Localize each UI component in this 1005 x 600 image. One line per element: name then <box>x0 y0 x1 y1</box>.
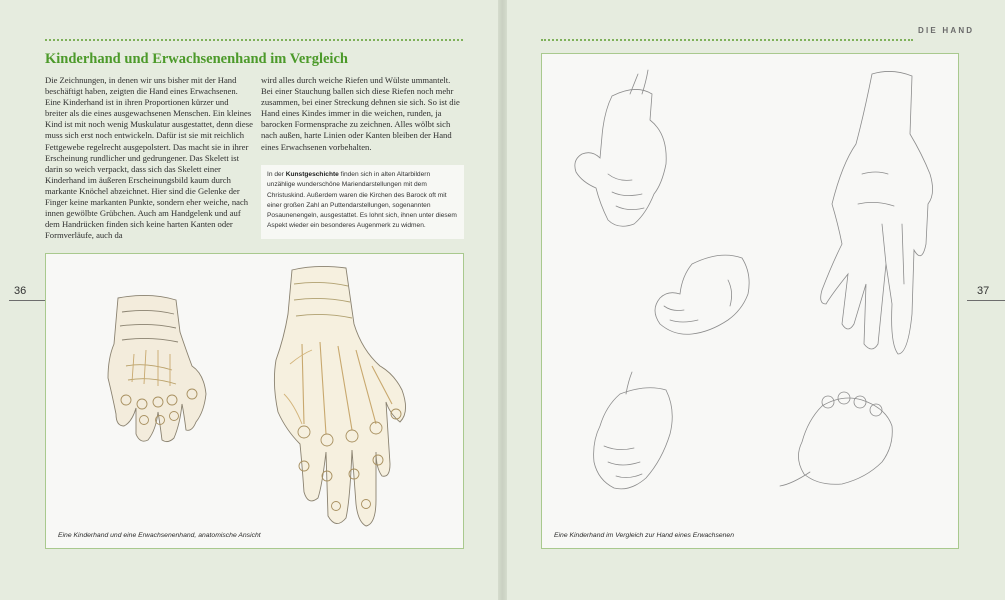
figure-caption-right: Eine Kinderhand im Vergleich zur Hand eines Erwachsenen <box>554 532 734 539</box>
book-gutter <box>498 0 507 600</box>
hand-sketches-drawing <box>542 54 958 548</box>
dotted-rule-right <box>541 39 913 41</box>
body-text-column-1: Die Zeichnungen, in denen wir uns bisher mit der Hand beschäftigt haben, zeigten die Hand eines Erwachsenen. Eine Kinderhand ist in ihren Proportionen kürzer und breiter als die eines ausgewachsenen Menschen. Ein kleines Kind ist mit noch wenig Muskulatur ausgestattet, denn diese muss sich erst noch entwickeln. Dafür ist sie mit reichlich Fettgewebe regelrecht ausgepolstert. Das macht sie in ihrer Erscheinung rundlicher und gedrungener. Das Skelett ist darin so weich verpackt, dass sich das Skelett einer Kinderhand im äußeren Erscheinungsbild kaum durch markante Knöchel abzeichnet. Hier sind die Gelenke der Finger keine markanten Punkte, sondern eher weiche, nach innen gewölbte Grübchen. Auch am Handgelenk und auf dem Handrücken finden sich keine harten Kanten oder Formverläufe, auch da <box>45 75 253 241</box>
info-box-text: finden sich in alten Altarbildern unzählige wunderschöne Mariendarstellungen mit dem Christuskind. Außerdem waren die Kirchen des Barock oft mit einer großen Zahl an Puttendarstellungen, sogenannten Posaunenengeln, ausgestattet. Es lohnt sich, ihnen unter diesem Aspekt wieder ein besonderes Augenmerk zu widmen. <box>267 171 457 230</box>
adult-hand-sketch <box>821 71 933 354</box>
figure-hand-sketches <box>541 53 959 549</box>
anatomical-hands-drawing <box>46 254 463 548</box>
adult-hand-illustration <box>274 266 405 526</box>
dotted-rule-left <box>45 39 463 41</box>
child-hand-illustration <box>108 295 206 441</box>
running-head: DIE HAND <box>918 26 975 35</box>
figure-anatomical-hands <box>45 253 464 549</box>
child-hand-sketch-3 <box>594 372 673 489</box>
page-number-rule-right <box>967 300 1005 301</box>
child-hand-sketch-2 <box>655 255 749 334</box>
page-number-rule-left <box>9 300 45 301</box>
info-box <box>261 165 464 239</box>
page-number-right: 37 <box>977 285 990 297</box>
article-heading: Kinderhand und Erwachsenenhand im Vergleich <box>45 51 348 67</box>
child-hand-sketch-4 <box>780 392 892 486</box>
info-box-keyword: Kunstgeschichte <box>285 171 339 178</box>
child-hand-sketch-1 <box>575 70 666 226</box>
figure-caption-left: Eine Kinderhand und eine Erwachsenenhand, anatomische Ansicht <box>58 532 261 539</box>
info-box-lead: In der <box>267 171 286 178</box>
body-text-column-2: wird alles durch weiche Riefen und Wülste ummantelt. Bei einer Stauchung ballen sich diese Riefen noch mehr zusammen, bei einer Streckung dehnen sie sich. So ist die Hand eines Kindes immer in die weichen, runden, ja barocken Formensprache zu zeichnen. Alles wölbt sich nach außen, harte Linien oder Kanten bleiben der Hand eines Erwachsenen vorbehalten. <box>261 75 460 152</box>
page-number-left: 36 <box>14 285 27 297</box>
